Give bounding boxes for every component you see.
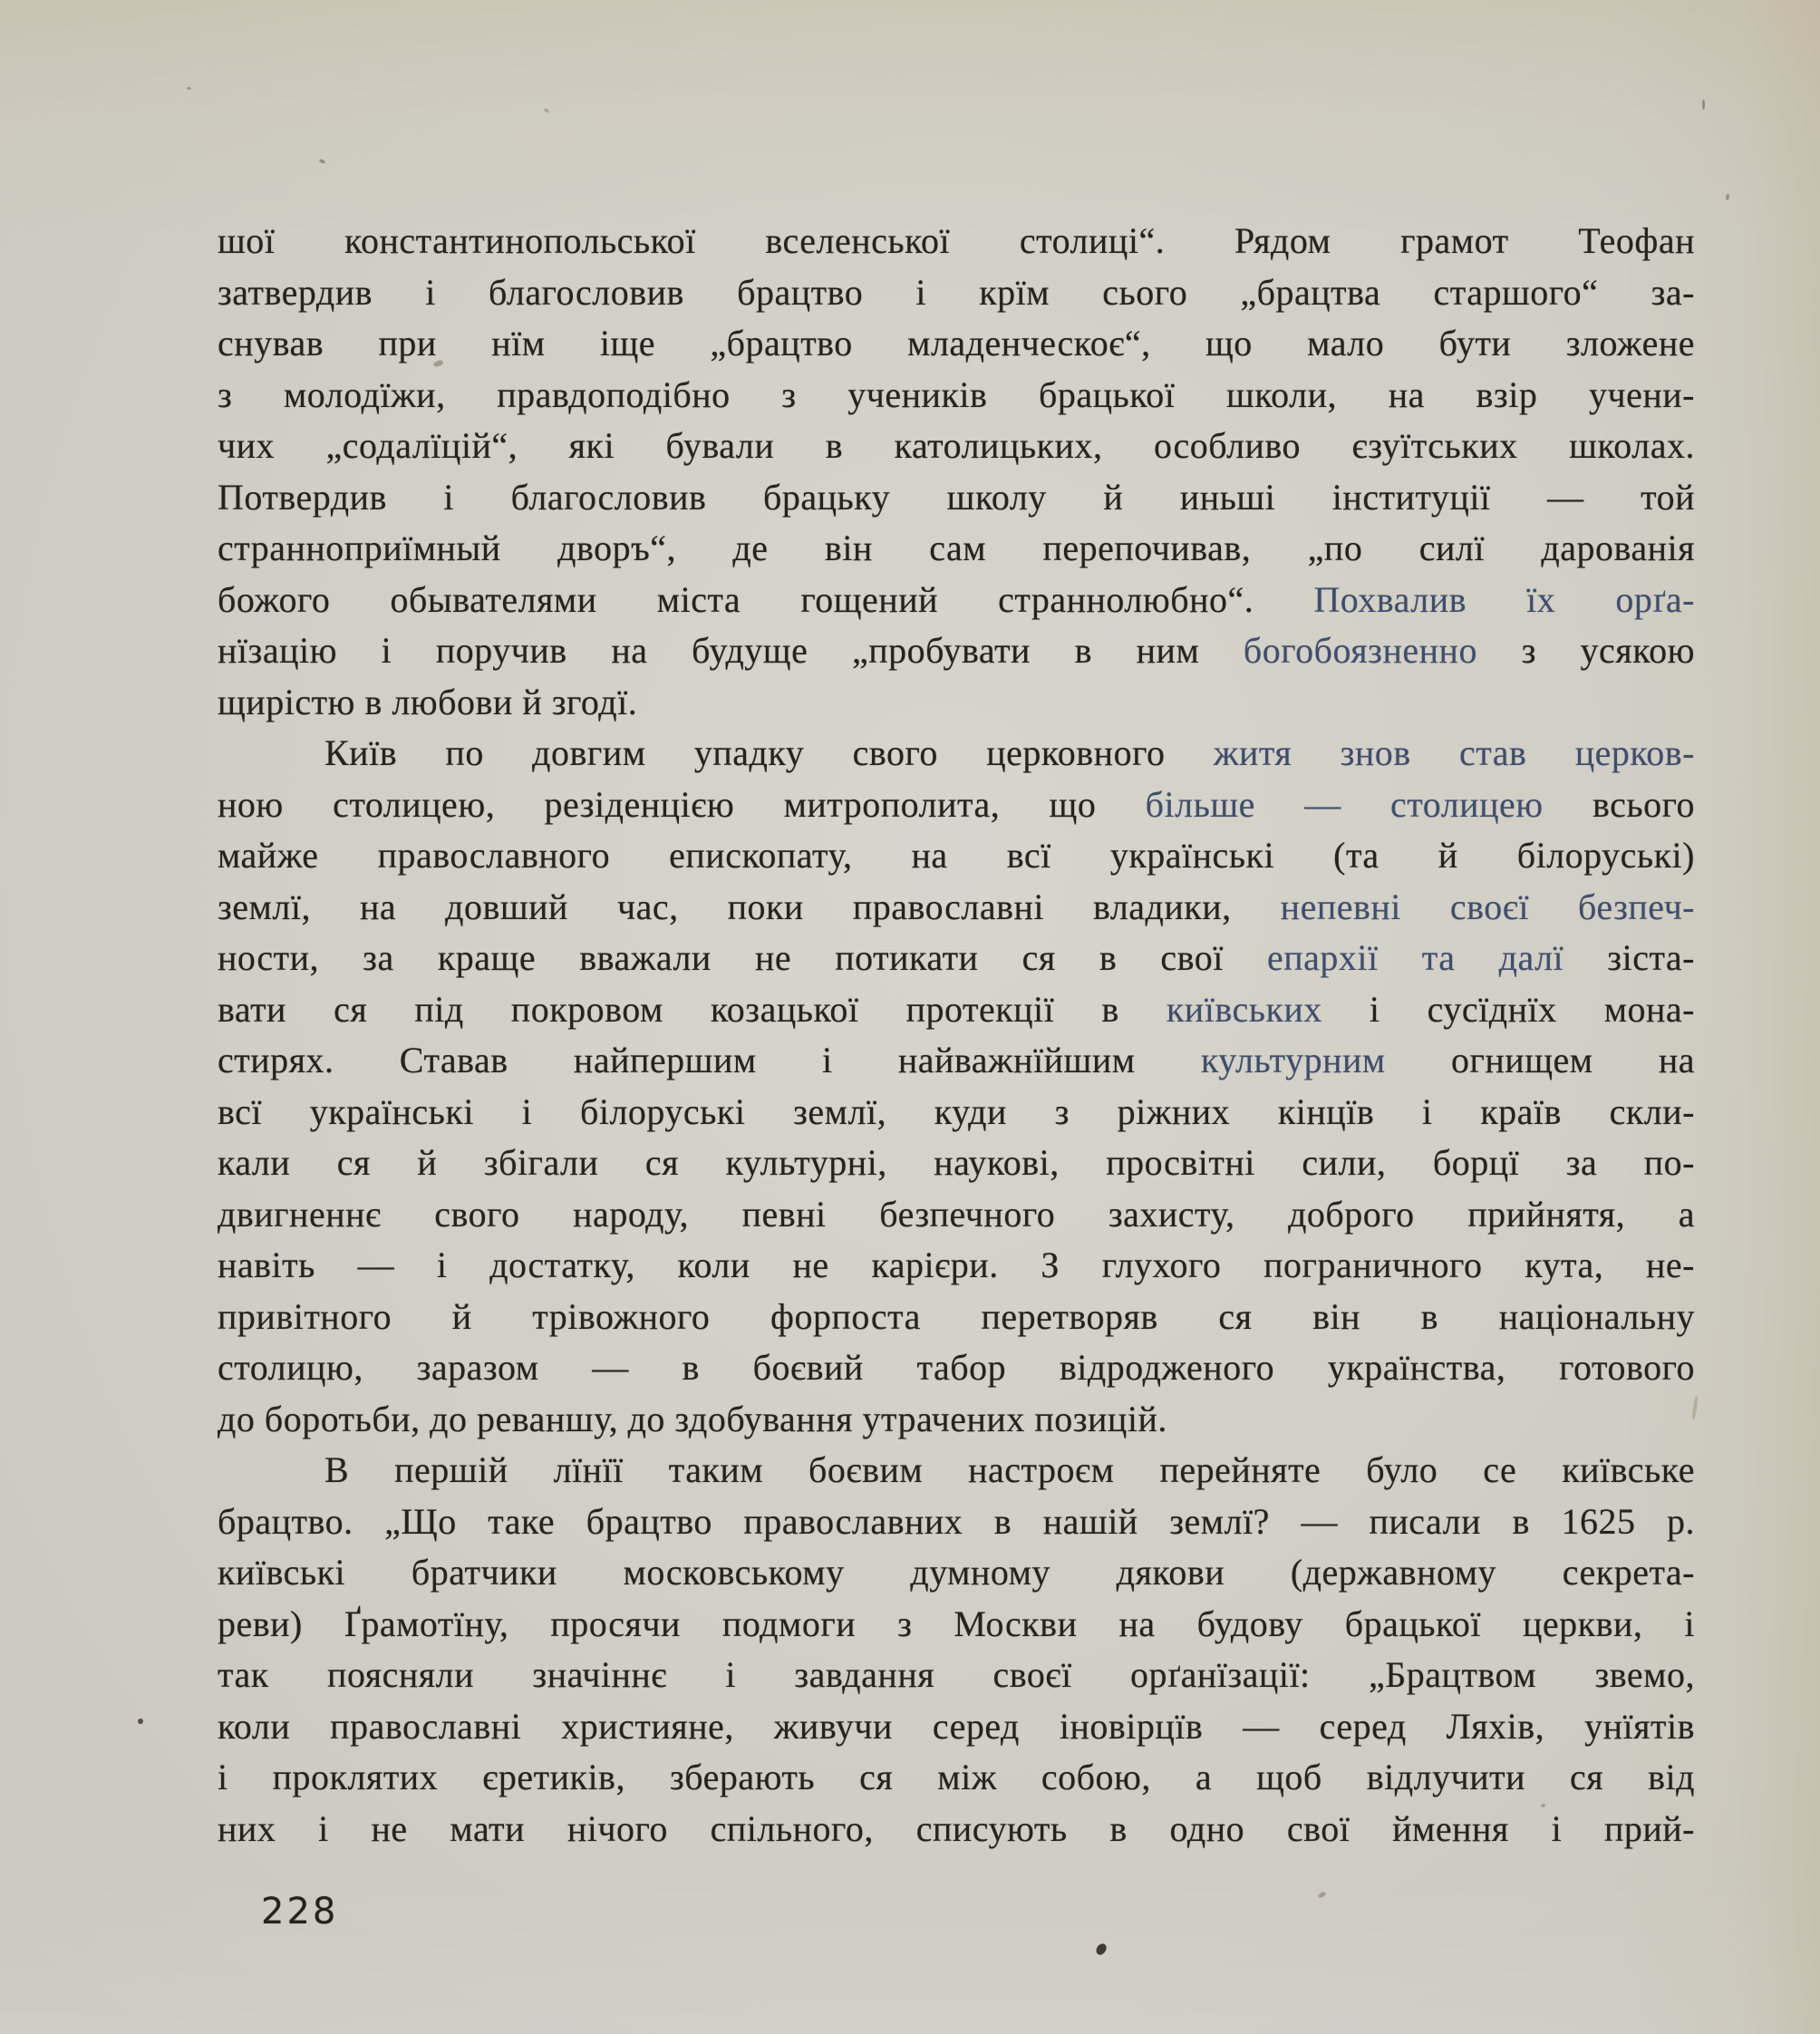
ink-text: київські братчики московському думному дякови (державному секрета- <box>218 1552 1695 1593</box>
paper-speck <box>138 1719 143 1724</box>
text-line <box>218 1701 1695 1753</box>
text-line <box>218 216 1695 267</box>
text-line <box>218 1394 1695 1446</box>
text-line <box>218 421 1695 472</box>
text-line <box>218 1650 1695 1701</box>
ink-text: брацтво. „Що таке брацтво православних в нашій землї? — писали в 1625 р. <box>218 1500 1695 1542</box>
ink-text: і сусїднїх мона- <box>1321 988 1695 1030</box>
text-line <box>218 1752 1695 1804</box>
ink-text: двигненнє свого народу, певні безпечного захисту, доброго прийнятя, а <box>218 1193 1695 1235</box>
ink-text: коли православні християне, живучи серед іновірцїв — серед Ляхів, унїятів <box>218 1705 1695 1747</box>
text-line <box>218 933 1695 984</box>
ink-text: і проклятих єретиків, зберають ся між собою, а щоб відлучити ся від <box>218 1757 1695 1797</box>
ink-text: затвердив і благословив брацтво і крїм сього „брацтва старшого“ за- <box>218 271 1695 313</box>
text-line <box>218 984 1695 1036</box>
text-line <box>218 1189 1695 1241</box>
ink-text: кали ся й збігали ся культурні, наукові, просвітні сили, борцї за по- <box>218 1142 1695 1183</box>
ink-text: з усякою <box>1476 630 1695 671</box>
paper-speck <box>318 159 325 165</box>
ink-text: огнищем на <box>1385 1040 1695 1080</box>
ink-text: реви) Ґрамотїну, просячи подмоги з Москви на будову брацької церкви, і <box>218 1603 1695 1644</box>
text-line <box>218 1087 1695 1138</box>
blue-ink-text: київських <box>1166 988 1322 1030</box>
ink-text: Потвердив і благословив брацьку школу й иньші інституції — той <box>218 476 1695 518</box>
text-line <box>218 830 1695 882</box>
text-line <box>218 1496 1695 1548</box>
text-line <box>218 728 1695 780</box>
text-line <box>218 370 1695 421</box>
ink-text: шої константинопольської вселенської столиці“. Рядом грамот Теофан <box>218 220 1695 261</box>
text-line <box>218 318 1695 370</box>
blue-ink-text: непевні своєї безпеч- <box>1280 886 1696 927</box>
text-line <box>218 1035 1695 1087</box>
text-line <box>218 575 1695 626</box>
text-line <box>218 267 1695 319</box>
ink-text: столицю, заразом — в боєвий табор відродженого українства, готового <box>218 1347 1695 1388</box>
paper-speck <box>187 87 191 90</box>
blue-ink-text: житя знов став церков- <box>1213 732 1695 773</box>
paper-speck <box>1317 1891 1326 1899</box>
text-line <box>218 472 1695 524</box>
ink-text: ности, за краще вважали не потикати ся в свої <box>218 937 1267 978</box>
ink-text: з молодїжи, правдоподібно з учеників брацької школи, на взір учени- <box>218 373 1695 415</box>
blue-ink-text: більше — столицею <box>1145 783 1544 825</box>
ink-text: так поясняли значіннє і завдання своєї орґанїзації: „Брацтвом звемо, <box>218 1654 1695 1695</box>
ink-text: снував при нїм іще „брацтво младенческоє“, що мало бути зложене <box>218 323 1695 363</box>
blue-ink-text: епархії та далї <box>1267 937 1564 978</box>
text-line <box>218 780 1695 831</box>
blue-ink-text: культурним <box>1200 1040 1386 1080</box>
paper-speck <box>1725 194 1729 201</box>
text-line <box>218 625 1695 677</box>
ink-text: щирістю в любови й згодї. <box>218 681 638 722</box>
ink-text: стирях. Ставав найпершим і найважнїйшим <box>218 1040 1201 1080</box>
text-line <box>218 1445 1695 1496</box>
text-line <box>218 1240 1695 1292</box>
ink-text: странноприїмный дворъ“, де він сам перепочивав, „по силї дарованія <box>218 528 1695 568</box>
ink-text: майже православного епископату, на всї українські (та й білоруські) <box>218 835 1695 876</box>
text-line <box>218 1599 1695 1651</box>
ink-text: нїзацію і поручив на будуще „пробувати в ним <box>218 630 1244 671</box>
text-line <box>218 1804 1695 1855</box>
blue-ink-text: богобоязненно <box>1243 630 1477 671</box>
ink-text: землї, на довший час, поки православні владики, <box>218 886 1281 927</box>
ink-text: божого обывателями міста гощений страннолюбно“. <box>218 578 1314 620</box>
text-line <box>218 677 1695 729</box>
ink-text: до боротьби, до реваншу, до здобування утрачених позицій. <box>218 1398 1167 1439</box>
ink-text: чих „содалїцій“, які бували в католицьких, особливо єзуїтських школах. <box>218 425 1695 466</box>
paper-speck <box>1094 1942 1108 1956</box>
ink-text: привітного й трівожного форпоста перетворяв ся він в національну <box>218 1295 1695 1337</box>
ink-text: всї українські і білоруські землї, куди з ріжних кінцїв і країв скли- <box>218 1090 1695 1132</box>
ink-text: Київ по довгим упадку свого церковного <box>324 732 1214 773</box>
text-line <box>218 1138 1695 1189</box>
ink-text: В першій лїнїї таким боєвим настроєм перейняте було се київське <box>324 1449 1695 1490</box>
text-line <box>218 1292 1695 1343</box>
blue-ink-text: Похвалив їх орґа- <box>1313 578 1695 620</box>
page-text <box>218 216 1695 1855</box>
ink-text: вати ся під покровом козацької протекції в <box>218 988 1167 1030</box>
ink-text: всього <box>1543 783 1696 825</box>
ink-text: ною столицею, резіденцією митрополита, що <box>218 783 1146 825</box>
text-line <box>218 882 1695 934</box>
paper-speck <box>543 108 549 114</box>
ink-text: навіть — і достатку, коли не карієри. З глухого пограничного кута, не- <box>218 1245 1695 1285</box>
page-number: 228 <box>261 1891 339 1932</box>
ink-text: зіста- <box>1563 937 1695 978</box>
text-line <box>218 523 1695 575</box>
paper-speck <box>1702 100 1705 110</box>
text-line <box>218 1547 1695 1599</box>
text-line <box>218 1342 1695 1394</box>
ink-text: них і не мати нічого спільного, списують в одно свої ймення і прий- <box>218 1807 1695 1849</box>
